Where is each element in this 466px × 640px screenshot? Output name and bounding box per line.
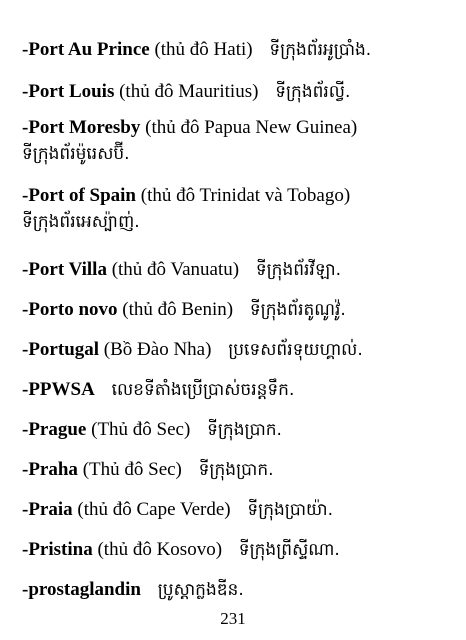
entry-khmer: ទីក្រុងប្រាក. [198, 460, 274, 480]
entry-khmer: ប្រូស្តាក្លងឌីន. [157, 580, 244, 600]
entry-khmer: ទីក្រុងព្រីស្ទីណា. [238, 540, 340, 560]
entry-term: -prostaglandin [22, 579, 141, 600]
entry-term: -Port of Spain [22, 185, 136, 206]
entry-portugal [22, 336, 456, 364]
entry-note: (Thủ đô Sec) [82, 459, 182, 480]
entry-praia [22, 496, 456, 524]
entry-note: (thủ đô Papua New Guinea) [145, 117, 358, 138]
entry-khmer: លេខទីតាំងប្រើប្រាស់ចរន្តទឹក. [111, 380, 295, 400]
entry-pristina [22, 536, 456, 564]
entry-porto-novo [22, 296, 456, 324]
entry-port-louis [22, 78, 456, 106]
entry-khmer: ទីក្រុងព័រវីឡា. [255, 260, 341, 280]
entry-note: (Bồ Đào Nha) [103, 339, 212, 360]
entry-term: -Portugal [22, 339, 100, 360]
entry-term: -Port Moresby [22, 117, 141, 138]
entry-khmer: ទីក្រុងប្រាក. [207, 420, 282, 440]
entry-term: -Praha [22, 459, 78, 480]
entry-term: -Prague [22, 419, 87, 440]
entry-term: -Porto novo [22, 299, 118, 320]
entry-port-villa [22, 256, 456, 284]
entry-prostaglandin [22, 576, 456, 604]
page-number: 231 [220, 609, 246, 628]
entry-khmer: ប្រទេសព័រទុយហ្គាល់. [228, 340, 363, 360]
entry-khmer: ទីក្រុងព័រអូប្រាំង. [269, 40, 372, 60]
entry-khmer: ទីក្រុងព័រអេស្ប៉ាញ់. [22, 212, 140, 232]
entry-note: (thủ đô Cape Verde) [77, 499, 231, 520]
entry-note: (thủ đô Vanuatu) [111, 259, 240, 280]
entry-note: (Thủ đô Sec) [91, 419, 191, 440]
entry-khmer: ទីក្រុងព័រតូណូវ៉ូ. [249, 300, 346, 320]
entry-term: -Port Louis [22, 81, 115, 102]
entry-term: -Pristina [22, 539, 93, 560]
entry-note: (thủ đô Benin) [122, 299, 234, 320]
entry-praha [22, 456, 456, 484]
entry-term: -Port Villa [22, 259, 107, 280]
entry-term: -Port Au Prince [22, 39, 150, 60]
entry-term: -Praia [22, 499, 73, 520]
entry-khmer: ទីក្រុងប្រាយ៉ា. [247, 500, 334, 520]
entry-khmer: ទីក្រុងព័រម៉ូរេសប៊ី. [22, 144, 130, 164]
entry-port-of-spain [22, 182, 456, 236]
entry-note: (thủ đô Hati) [154, 39, 253, 60]
entry-ppwsa [22, 376, 456, 404]
entry-port-au-prince [22, 36, 456, 64]
entry-khmer: ទីក្រុងព័រល្វី. [275, 82, 351, 102]
entry-prague [22, 416, 456, 444]
entry-note: (thủ đô Trinidat và Tobago) [140, 185, 351, 206]
entry-note: (thủ đô Kosovo) [97, 539, 223, 560]
entry-term: -PPWSA [22, 379, 95, 400]
entry-note: (thủ đô Mauritius) [119, 81, 259, 102]
entry-port-moresby [22, 114, 456, 168]
